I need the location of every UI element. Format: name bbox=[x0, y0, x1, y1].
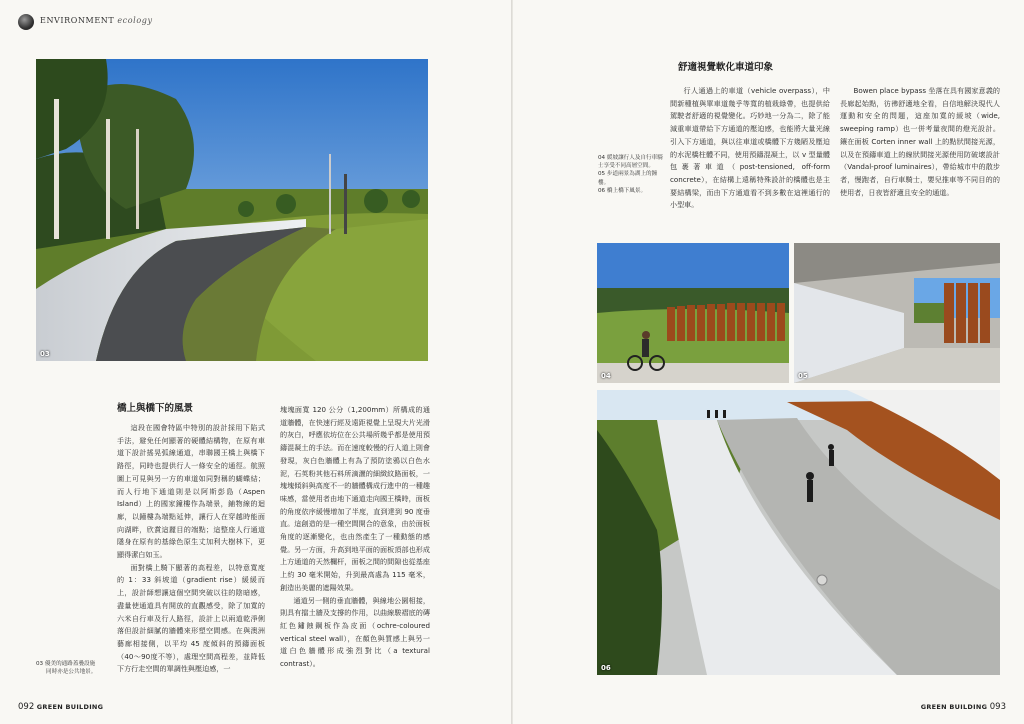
caption-06: 06 橋上橋下風景。 bbox=[598, 187, 647, 194]
left-column-2 bbox=[280, 404, 430, 671]
caption-05: 05 步道兩景為湖上的鐘樓。 bbox=[598, 171, 658, 186]
right-column-1 bbox=[670, 85, 830, 212]
left-col1-para-1: 這段在國會特區中特別的設計採用下陷式手法，避免任何顯著的硬體結構物，在原有車道下設計搖晃弧線通道，串聯國王橋上與橋下路徑，同時也提供行人一條安全的通徑。航照圖上可見與另一方的車道如同對稱的蝴蝶結；而人行地下通道則是以阿斯彭島（Aspen Island）上的國家鐘樓作為端景，鋪物線的迴廊，以鐘樓為端點延伸，讓行人在穿越時能面向湖畔，欣賞這麗目的端點；這整座人行通道隱身在原有的基綠色原生丈加利大樹林下，更顯得潔白如玉。 bbox=[117, 423, 265, 560]
photo-06-runners-pathway bbox=[597, 390, 1000, 675]
photo-03-image bbox=[36, 59, 428, 361]
right-heading: 舒適視覺軟化車道印象 bbox=[678, 62, 774, 73]
section-subname: ecology bbox=[117, 16, 153, 25]
right-column-2 bbox=[840, 85, 1000, 199]
right-col2-para-1: Bowen place bypass 坐落在具有國家意義的長廊起始點，彷彿舒適地全看，自信地解決現代人運動和安全的問題，這座加寬的緩坡（wide, sweeping ramp）也一併考量夜間的燈光設計。鑲在面板 Corten inner wall 上的點狀間接光源，以及在預鑄車道上的線狀間接光源使用防破壞設計（Vandal-proof luminaires），帶給城市中的散步者，慢跑者，自行車騎士，嬰兒推車等不同目的的使用者，日夜皆舒適且安全的通道。 bbox=[840, 86, 1000, 197]
caption-04: 04 緩坡讓行人及自行車騎士享受不同高層空間。 bbox=[598, 155, 663, 170]
photo-03-number: 03 bbox=[40, 350, 50, 358]
left-page bbox=[0, 0, 511, 724]
left-footer bbox=[18, 702, 103, 712]
photo-06-number: 06 bbox=[601, 664, 611, 672]
photo-05-image bbox=[794, 243, 1000, 383]
left-magazine-name: GREEN BUILDING bbox=[36, 703, 104, 711]
photo-05-number: 05 bbox=[798, 372, 808, 380]
right-col1-para-1: 行人通過上的車道（vehicle overpass），中間新種植與單車道幾乎等寬的植栽綠帶，也提供給駕駛者舒適的視覺變化。巧妙地一分為二，除了能減重車道帶給下方通道的壓迫感，也能將大量光線引入下方通道，與以往車道或橋體下方幾陋及壓迫的水泥橋柱體不同，使用預鑄混凝土，以 v 型量體包裹著車道（post-tensioned, off-form concrete），在結構上遠稱特殊設計的橋體也是主要結構梁，而由下方通道看不到多數在這裡通行的小型車。 bbox=[670, 86, 830, 210]
right-magazine-name: GREEN BUILDING bbox=[920, 703, 988, 711]
left-column-1 bbox=[117, 422, 265, 676]
photo-04-cyclist-corten-wall bbox=[597, 243, 789, 383]
photo-06-image bbox=[597, 390, 1000, 675]
caption-03-line-1: 03 優美的通路蓋疊設施 bbox=[36, 661, 96, 667]
caption-03-line-2: 同時亦是公共地景。 bbox=[46, 669, 97, 676]
left-heading: 橋上與橋下的風景 bbox=[117, 403, 194, 414]
section-badge-icon bbox=[18, 14, 34, 30]
section-header bbox=[40, 16, 153, 25]
photo-03-underpass-ramp bbox=[36, 59, 428, 361]
captions-04-06 bbox=[598, 154, 666, 195]
right-page-number: 093 bbox=[989, 702, 1006, 712]
section-name: ENVIRONMENT bbox=[40, 16, 115, 25]
left-col2-para-1: 塊塊面寬 120 公分（1,200mm）所構成的通道牆體，在快速行經及遠距視覺上呈現大片光滑的灰白，呼應依坊位在公共場所幾乎都是使用預鑄混凝土的手法。而在速度較慢的行人道上則會發現，灰白色牆體上有為了預防塗鴉以白色水泥，石英粉其他石料所滴灑的細緻紋路面板，一塊塊傾斜與高度不一的牆體構成行進中的一種趣味感，當使用者由地下通道走向國王橋時，面板的角度依序緩慢增加了半度，直到達到 90 度垂直。這創造的是一種空間開合的意象，由於面板角度的逐漸變化，也由然產生了一種動態的感覺。另一方面，升高到地平面的面板頂部也形成上方通道的天然欄杆，面板之間的間隙也從基座上約 30 毫米開始，升到最高處為 115 毫米，創造出美麗的遮陽效果。 bbox=[280, 405, 430, 592]
photo-05-underpass-view bbox=[794, 243, 1000, 383]
left-page-number: 092 bbox=[18, 702, 35, 712]
caption-03 bbox=[36, 660, 106, 676]
right-footer bbox=[921, 702, 1006, 712]
right-page bbox=[513, 0, 1024, 724]
left-col1-para-2: 面對橋上騎下顯著的高程差，以特意寬度的 1：33 斜坡道（gradient rise）緩緩而上，設計師想讓這個空間突破以往的陰暗感，盡量使通道具有開放的直觀感受，除了加寬的六米自行車及行人路徑，設計上以兩道乾淨俐落但設計細膩的牆體來形塑空間感。在與澳洲藝廊相接側，以平均 45 度傾斜的預鑄面板（40～90度不等），處理空間高程差，並降低下方行走空間的單調性與壓迫感，一 bbox=[117, 562, 265, 674]
photo-04-image bbox=[597, 243, 789, 383]
left-col2-para-2: 通道另一側的垂直牆體，與線地公園相接，則具有擋土牆及支撐的作用，以曲線駿褶底的磚紅色鏽蝕鋼板作為皮面（ochre-coloured vertical steel wall），在顏色與質感上與另一道白色牆體形成強烈對比（a textural contrast）。 bbox=[280, 595, 430, 669]
photo-04-number: 04 bbox=[601, 372, 611, 380]
